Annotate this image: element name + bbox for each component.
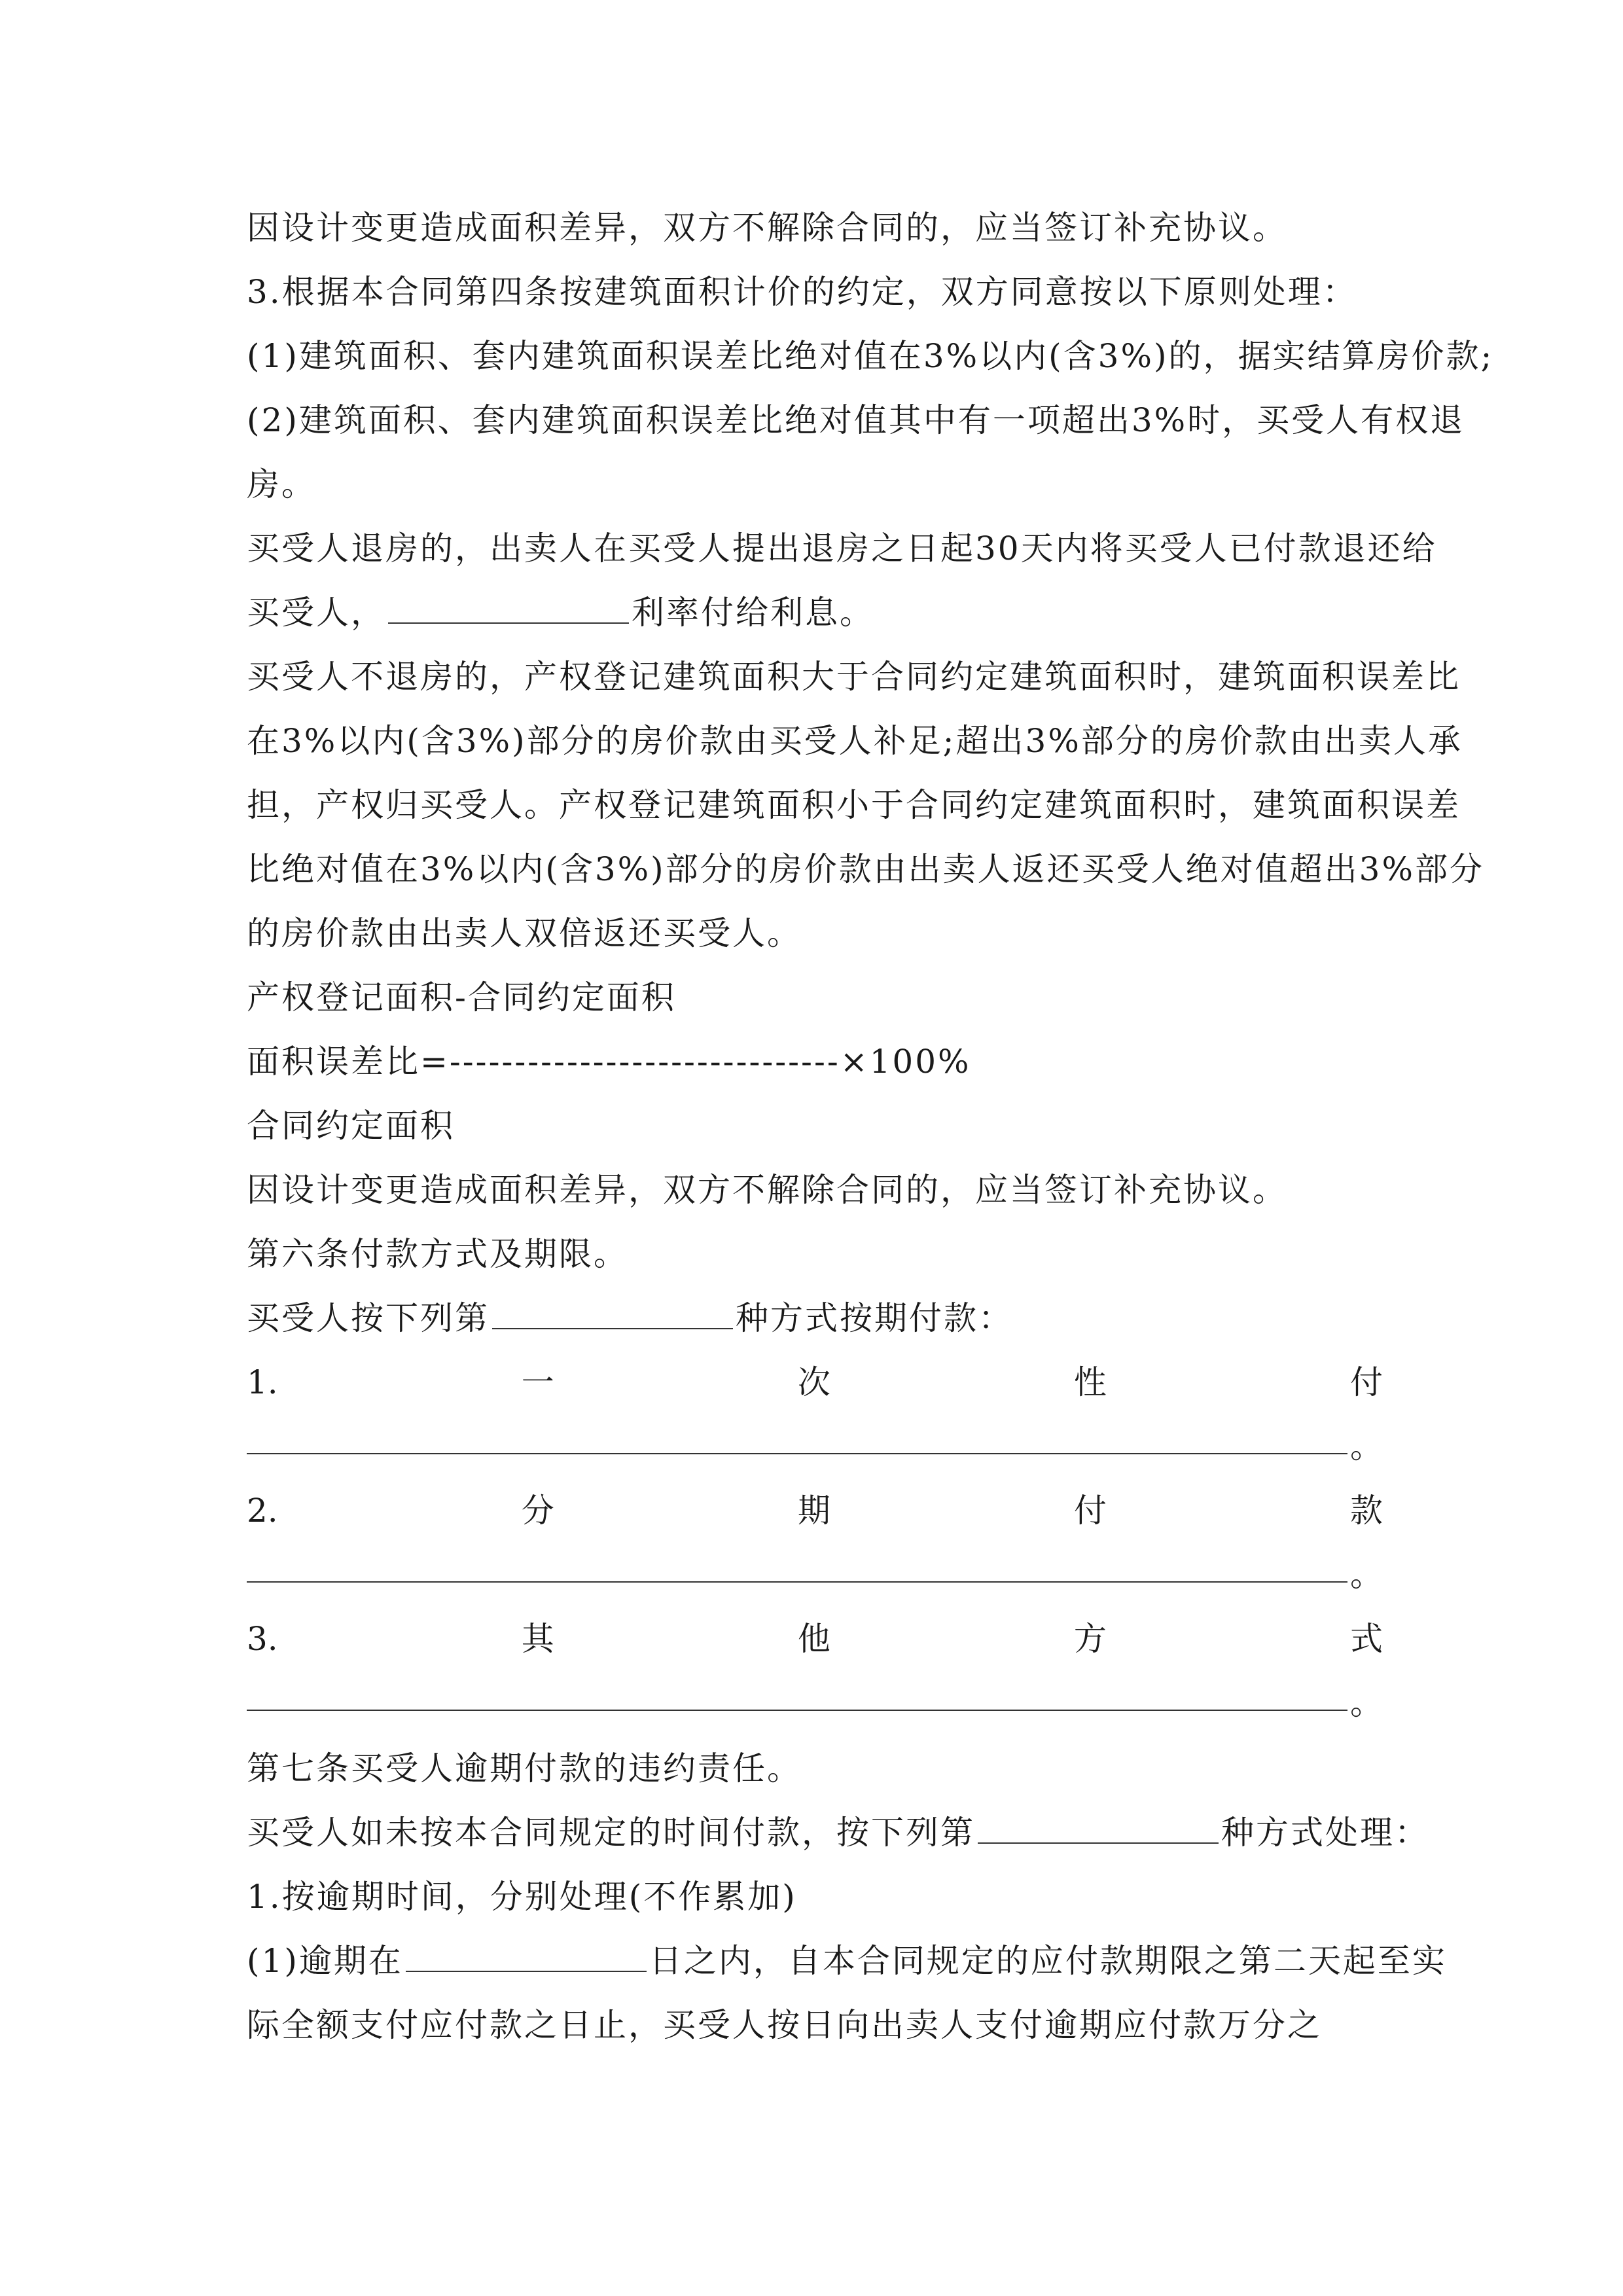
option-char: 方 (1073, 1620, 1107, 1658)
option-char: 一 (521, 1363, 554, 1401)
option-number: 3. (247, 1620, 278, 1658)
text-segment: 买受人， (247, 594, 385, 632)
fill-in-blank[interactable] (406, 1933, 647, 1972)
fill-in-line[interactable] (247, 1453, 1347, 1454)
option-char: 他 (797, 1620, 830, 1658)
paragraph-line: 房。 (247, 465, 316, 503)
payment-option-2 (247, 1479, 1383, 1542)
paragraph-line (247, 1929, 1447, 1992)
text-segment: 种方式处理： (1221, 1814, 1429, 1852)
text-segment: 日之内，自本合同规定的应付款期限之第二天起至实 (649, 1942, 1447, 1980)
option-char: 次 (797, 1363, 830, 1401)
formula-line: 面积误差比=------------------------------×100% (247, 1043, 971, 1081)
text-segment: 买受人如未按本合同规定的时间付款，按下列第 (247, 1814, 975, 1852)
paragraph-line: (2)建筑面积、套内建筑面积误差比绝对值其中有一项超出3%时，买受人有权退 (247, 401, 1465, 439)
text-segment: 种方式按期付款： (736, 1299, 1013, 1337)
payment-option-1 (247, 1351, 1383, 1414)
fill-in-blank[interactable] (978, 1804, 1219, 1844)
paragraph-line (247, 1287, 1383, 1350)
option-char: 性 (1073, 1363, 1107, 1401)
option-char: 其 (521, 1620, 554, 1658)
option-char: 期 (797, 1492, 830, 1530)
option-char: 付 (1073, 1492, 1107, 1530)
option-number: 1. (247, 1363, 278, 1401)
formula-numerator: 产权登记面积-合同约定面积 (247, 978, 676, 1016)
fill-in-line[interactable] (247, 1710, 1347, 1711)
paragraph-line: 1.按逾期时间，分别处理(不作累加) (247, 1878, 797, 1916)
option-char: 式 (1349, 1620, 1383, 1658)
paragraph-line: 比绝对值在3%以内(含3%)部分的房价款由出卖人返还买受人绝对值超出3%部分 (247, 850, 1484, 888)
option-char: 分 (521, 1492, 554, 1530)
formula-denominator: 合同约定面积 (247, 1107, 455, 1145)
option-char: 款 (1349, 1492, 1383, 1530)
paragraph-line: 因设计变更造成面积差异，双方不解除合同的，应当签订补充协议。 (247, 209, 1287, 247)
paragraph-line: 因设计变更造成面积差异，双方不解除合同的，应当签订补充协议。 (247, 1171, 1287, 1209)
line-end-mark: 。 (1350, 1556, 1383, 1594)
fill-in-blank[interactable] (492, 1290, 733, 1329)
paragraph-line: (1)建筑面积、套内建筑面积误差比绝对值在3%以内(含3%)的，据实结算房价款; (247, 337, 1494, 375)
paragraph-line: 买受人退房的，出卖人在买受人提出退房之日起30天内将买受人已付款退还给 (247, 529, 1437, 567)
paragraph-line: 的房价款由出卖人双倍返还买受人。 (247, 914, 802, 952)
line-end-mark: 。 (1350, 1684, 1383, 1722)
paragraph-line: 3.根据本合同第四条按建筑面积计价的约定，双方同意按以下原则处理： (247, 273, 1357, 311)
fill-in-line[interactable] (247, 1581, 1347, 1583)
paragraph-line: 在3%以内(含3%)部分的房价款由买受人补足;超出3%部分的房价款由出卖人承 (247, 722, 1463, 760)
paragraph-line (247, 1801, 1429, 1864)
paragraph-line: 买受人不退房的，产权登记建筑面积大于合同约定建筑面积时，建筑面积误差比 (247, 658, 1461, 696)
section-heading: 第七条买受人逾期付款的违约责任。 (247, 1749, 802, 1787)
option-number: 2. (247, 1492, 278, 1530)
line-end-mark: 。 (1350, 1427, 1383, 1465)
paragraph-line (247, 581, 1383, 644)
text-segment: 利率付给利息。 (632, 594, 874, 632)
paragraph-line: 际全额支付应付款之日止，买受人按日向出卖人支付逾期应付款万分之 (247, 2006, 1322, 2044)
option-char: 付 (1349, 1363, 1383, 1401)
text-segment: 买受人按下列第 (247, 1299, 490, 1337)
text-segment: (1)逾期在 (247, 1942, 403, 1980)
payment-option-3 (247, 1607, 1383, 1670)
section-heading: 第六条付款方式及期限。 (247, 1235, 628, 1273)
paragraph-line: 担，产权归买受人。产权登记建筑面积小于合同约定建筑面积时，建筑面积误差 (247, 786, 1461, 824)
fill-in-blank[interactable] (388, 584, 629, 624)
